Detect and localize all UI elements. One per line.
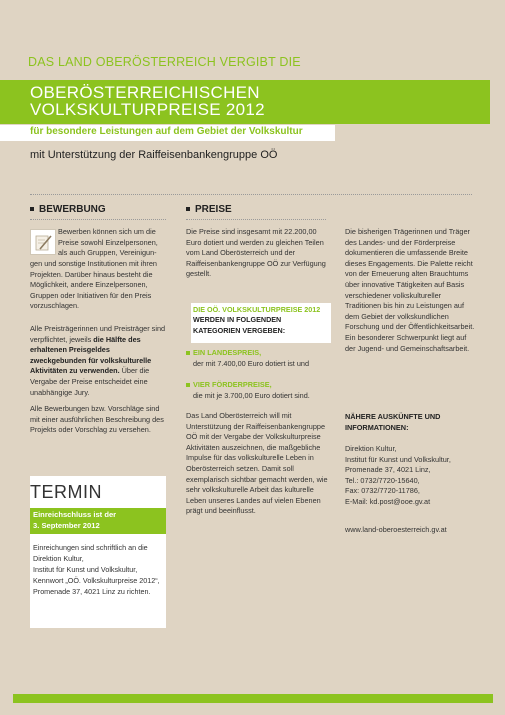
divider — [186, 219, 326, 220]
info-heading: NÄHERE AUSKÜNFTE UND INFORMATIONEN: — [345, 412, 441, 432]
subtitle: für besondere Leistungen auf dem Gebiet der Volkskultur — [30, 126, 303, 137]
main-title: OBERÖSTERREICHISCHEN VOLKSKULTURPREISE 2012 — [30, 83, 265, 119]
website-link[interactable]: www.land-oberoesterreich.gv.at — [345, 525, 447, 534]
bewerbung-heading: BEWERBUNG — [30, 204, 106, 215]
bewerbung-text-1b: gen und sonstige Institutionen mit ihren Projekten. Darüber hinaus besteht die Möglichkeit, andere Einzelpersonen, Gruppen oder Initiativen für den Preis vorzuschlagen. — [30, 259, 157, 311]
category-foerderpreise: VIER FÖRDERPREISE, die mit je 3.700,00 Euro dotiert sind. — [186, 380, 331, 401]
square-bullet-icon — [30, 207, 34, 211]
support-line: mit Unterstützung der Raiffeisenbankengruppe OÖ — [30, 149, 278, 161]
termin-body: Einreichungen sind schriftlich an die Direktion Kultur, Institut für Kunst und Volkskultur, Kennwort „OÖ. Volkskulturpreise 2012“, Promenade 37, 4021 Linz zu richten. — [33, 543, 160, 596]
kategorien-heading: DIE OÖ. VOLKSKULTURPREISE 2012 WERDEN IN FOLGENDEN KATEGORIEN VERGEBEN: — [193, 305, 321, 335]
bewerbung-text-1a: Bewerben können sich um die Preise sowohl Einzelpersonen, als auch Gruppen, Vereinigun- — [58, 227, 158, 258]
bewerbung-text-2: Alle Preisträgerinnen und Preisträger sind verpflichtet, jeweils die Hälfte des erhaltenen Preisgeldes zweckgebunden für volkskulturelle Aktivitäten zu verwenden. Über die Vergabe der Preise entscheidet eine unabhängige Jury. — [30, 324, 166, 397]
bottom-bar — [13, 694, 493, 703]
divider — [30, 219, 166, 220]
category-landespreis: EIN LANDESPREIS, der mit 7.400,00 Euro dotiert ist und — [186, 348, 331, 369]
divider — [30, 194, 472, 195]
preise-text-2: Das Land Oberösterreich will mit Unterstützung der Raiffeisenbankengruppe OÖ mit der Vergabe der Volkskulturpreise Aktivitäten auszeichnen, die maßgebliche Impulse für das volkskulturelle Leben in Oberösterreich setzen. Damit soll exemplarisch sichtbar gemacht werden, wie sehr volkskulturelle Arbeit das kulturelle Leben unseres Landes auf vielen Ebenen prägt und beeinflusst. — [186, 411, 328, 516]
intro-line: DAS LAND OBERÖSTERREICH VERGIBT DIE — [28, 55, 301, 69]
pen-paper-icon — [30, 229, 56, 255]
termin-title: TERMIN — [30, 482, 102, 502]
contact-block: Direktion Kultur, Institut für Kunst und Volkskultur, Promenade 37, 4021 Linz, Tel.: 0732/7720-15640, Fax: 0732/7720-11786, E-Mail: kd.post@ooe.gv.at — [345, 444, 451, 506]
deadline-text: Einreichschluss ist der 3. September 2012 — [33, 510, 117, 530]
green-bullet-icon — [186, 383, 190, 387]
preise-heading: PREISE — [186, 204, 232, 215]
green-bullet-icon — [186, 351, 190, 355]
right-text-1: Die bisherigen Trägerinnen und Träger des Landes- und der Förderpreise dokumentieren die umfassende Breite dieses Engagements. Die Palette reicht von der Erneuerung alten Brauchtums über innovative Tätigkeiten auf Basis verschiedener volkskultureller Traditionen bis hin zu Leistungen auf dem Gebiet der volkskundlichen Forschung und der Öffentlichkeitsarbeit. Ein besonderer Schwerpunkt liegt auf der Jugend- und Gemeinschaftsarbeit. — [345, 227, 475, 353]
square-bullet-icon — [186, 207, 190, 211]
preise-text-1: Die Preise sind insgesamt mit 22.200,00 Euro dotiert und werden zu gleichen Teilen vom Land Oberösterreich und der Raiffeisenbankengruppe OÖ zur Verfügung gestellt. — [186, 227, 326, 279]
bewerbung-text-3: Alle Bewerbungen bzw. Vorschläge sind mit einer ausführlichen Beschreibung des Projekts oder Vorschlag zu versehen. — [30, 404, 164, 435]
